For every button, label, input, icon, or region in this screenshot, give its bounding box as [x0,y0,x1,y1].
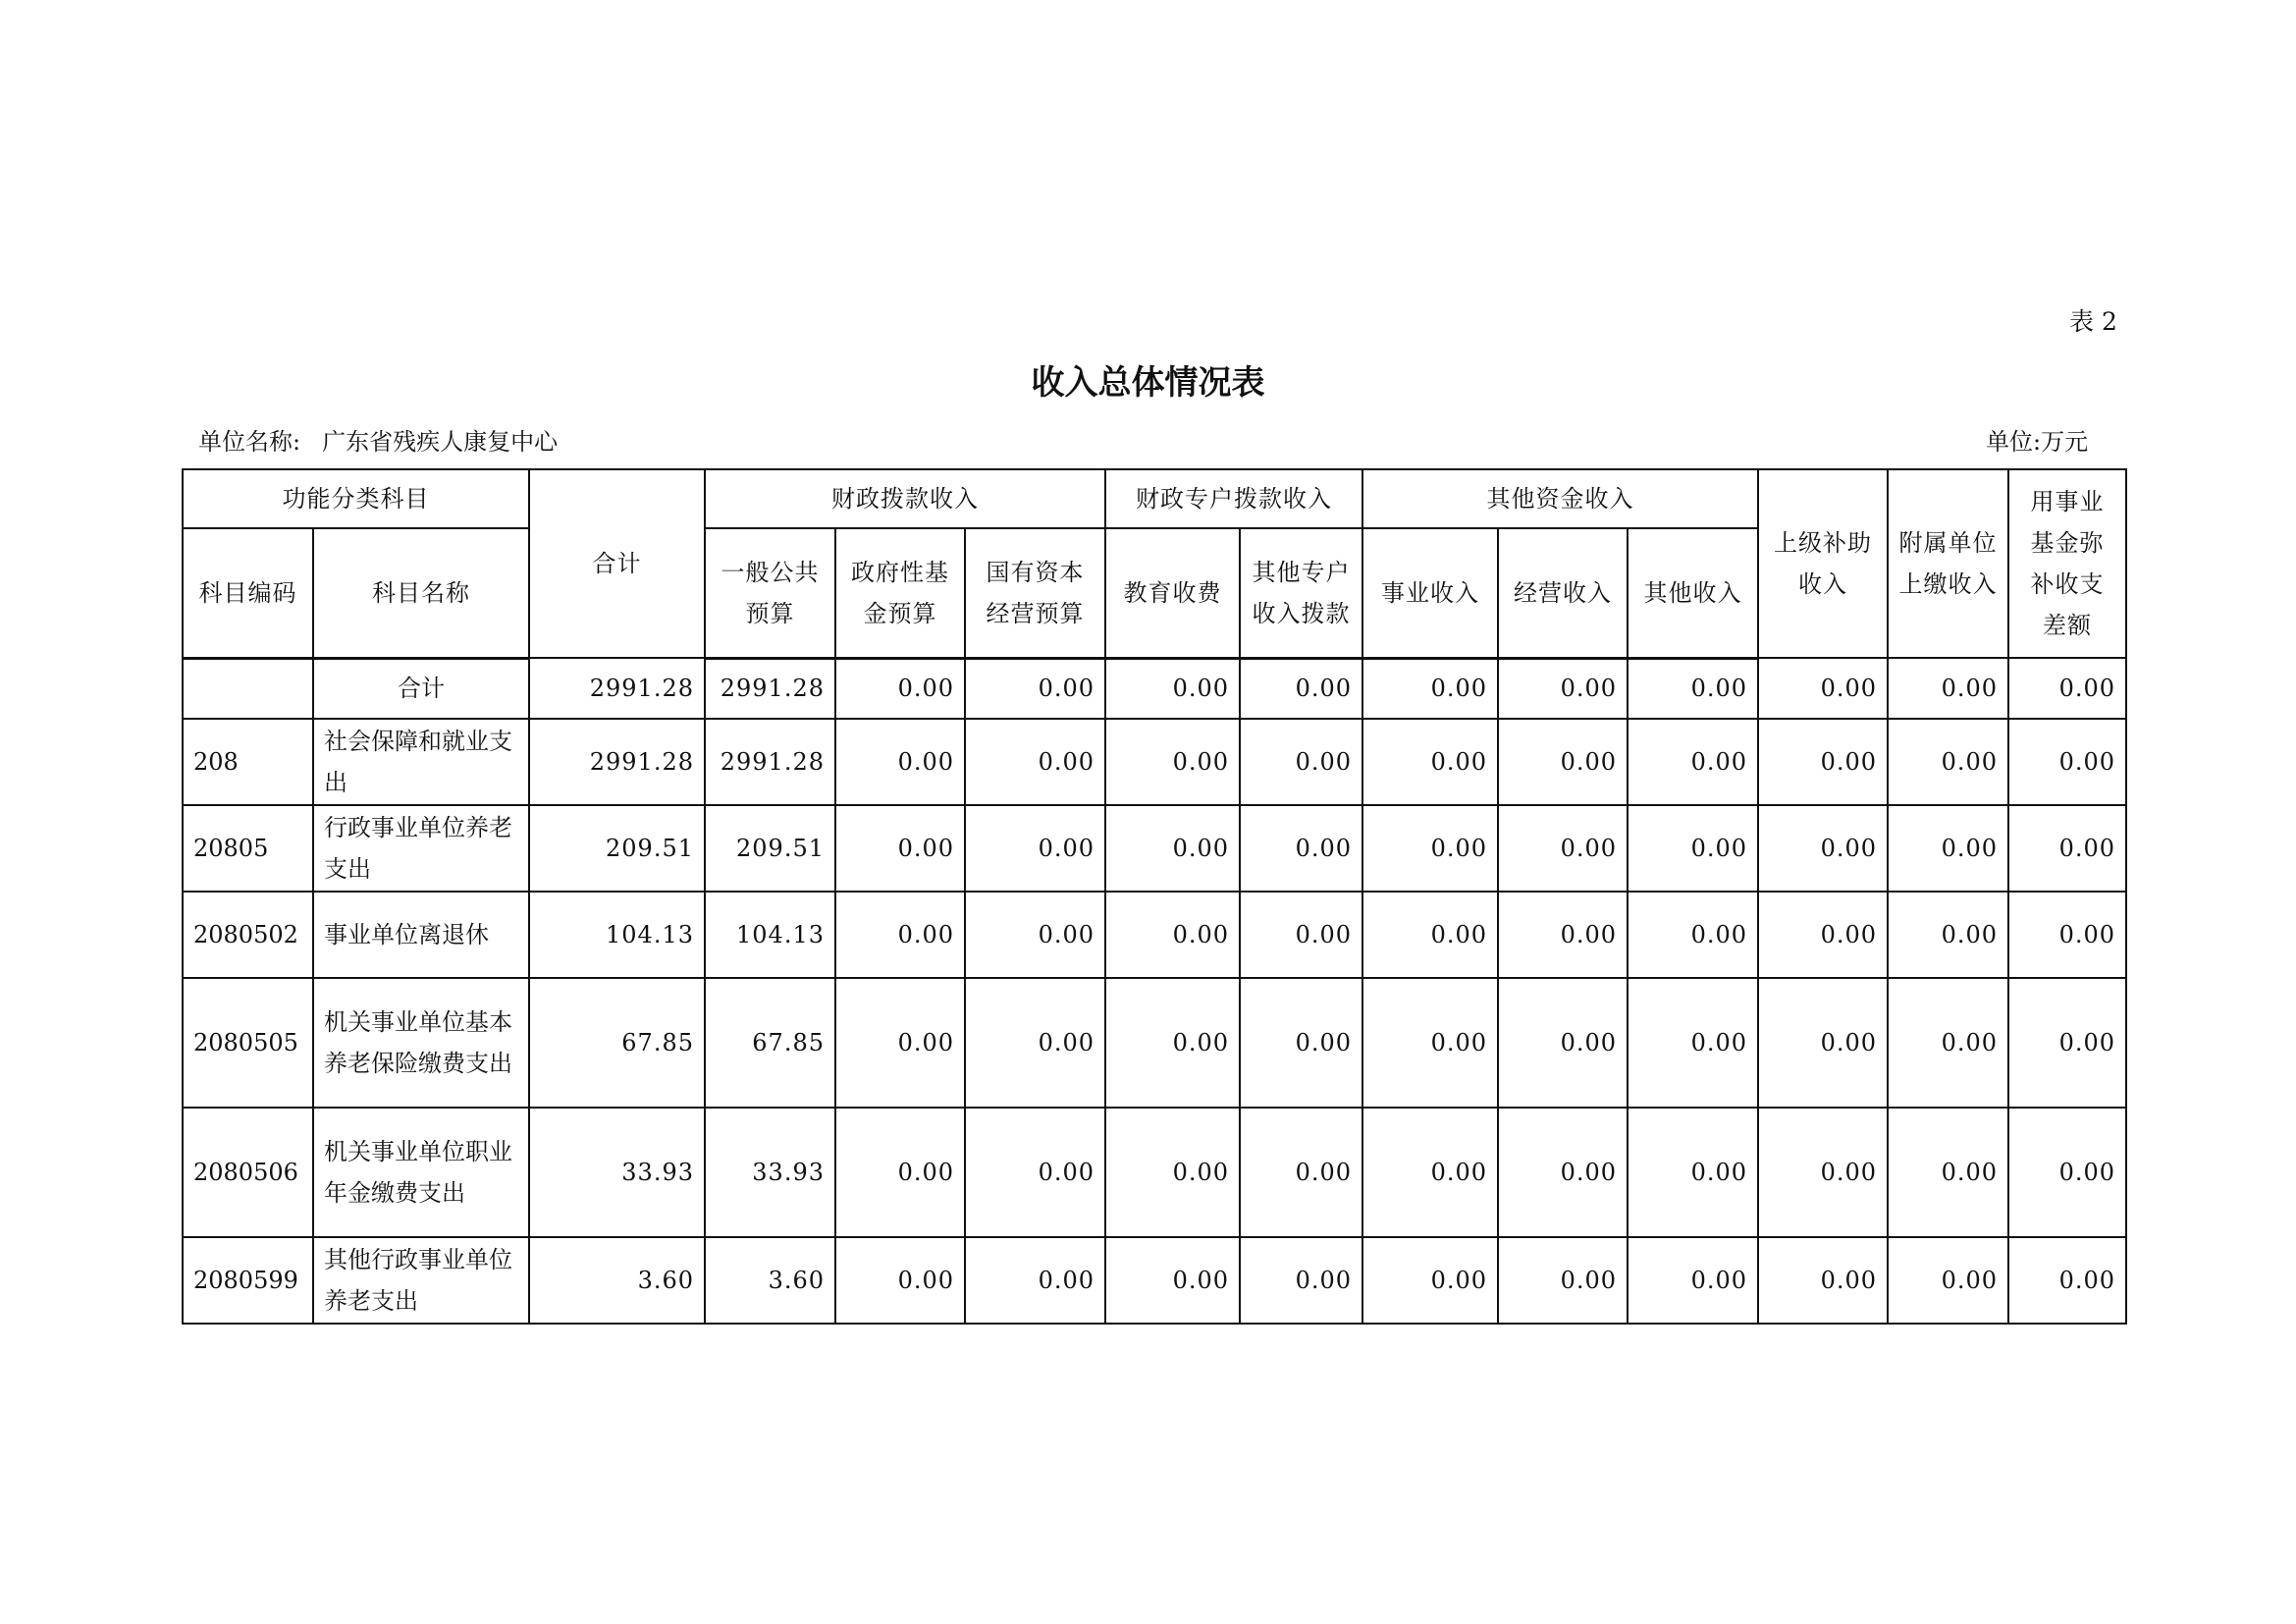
cell-value: 0.00 [965,978,1105,1108]
cell-value: 0.00 [835,805,965,892]
cell-value: 0.00 [1758,1237,1888,1324]
table-row [183,805,2126,892]
cell-value: 0.00 [1362,805,1498,892]
cell-name: 事业单位离退休 [313,892,529,978]
cell-value: 0.00 [1240,978,1362,1108]
header-operating-income: 经营收入 [1498,528,1628,658]
cell-value: 0.00 [1888,1237,2008,1324]
table-row [183,719,2126,805]
cell-value: 0.00 [835,978,965,1108]
cell-value: 0.00 [1888,719,2008,805]
cell-value: 3.60 [529,1237,705,1324]
cell-value: 2991.28 [705,658,835,719]
cell-value: 67.85 [705,978,835,1108]
cell-value: 0.00 [1240,1108,1362,1237]
cell-value: 0.00 [965,1108,1105,1237]
cell-value: 0.00 [965,892,1105,978]
cell-code [183,658,313,719]
cell-value: 0.00 [1105,892,1240,978]
table-body [183,658,2126,1324]
cell-value: 0.00 [835,719,965,805]
cell-name: 机关事业单位职业年金缴费支出 [313,1108,529,1237]
cell-value: 0.00 [1362,978,1498,1108]
cell-value: 0.00 [1758,719,1888,805]
cell-value: 0.00 [835,1237,965,1324]
header-other-income: 其他收入 [1628,528,1758,658]
cell-value: 0.00 [1105,978,1240,1108]
cell-value: 0.00 [965,658,1105,719]
header-affiliated-remit: 附属单位上缴收入 [1888,469,2008,658]
cell-code: 2080505 [183,978,313,1108]
unit-name-line [198,422,558,457]
table-row [183,1108,2126,1237]
cell-value: 67.85 [529,978,705,1108]
cell-value: 2991.28 [529,658,705,719]
cell-value: 0.00 [2008,1108,2126,1237]
cell-value: 0.00 [1362,892,1498,978]
unit-name-value: 广东省残疾人康复中心 [322,428,559,456]
cell-value: 0.00 [835,1108,965,1237]
header-superior-subsidy: 上级补助收入 [1758,469,1888,658]
cell-value: 0.00 [1105,805,1240,892]
cell-value: 0.00 [1888,805,2008,892]
cell-value: 0.00 [1498,719,1628,805]
cell-value: 2991.28 [529,719,705,805]
cell-value: 0.00 [1498,978,1628,1108]
table-row [183,658,2126,719]
page-title: 收入总体情况表 [1031,363,1265,403]
cell-value: 0.00 [1498,805,1628,892]
cell-value: 0.00 [1105,719,1240,805]
header-fiscal-special: 财政专户拨款收入 [1105,469,1362,528]
cell-name: 机关事业单位基本养老保险缴费支出 [313,978,529,1108]
header-name: 科目名称 [313,528,529,658]
cell-value: 0.00 [1362,719,1498,805]
cell-value: 0.00 [1628,805,1758,892]
cell-value: 0.00 [965,719,1105,805]
cell-value: 33.93 [705,1108,835,1237]
header-total: 合计 [529,469,705,658]
cell-value: 0.00 [2008,719,2126,805]
header-func-category: 功能分类科目 [183,469,529,528]
cell-code: 2080502 [183,892,313,978]
header-gov-fund-budget: 政府性基金预算 [835,528,965,658]
cell-value: 209.51 [529,805,705,892]
cell-value: 0.00 [1105,1108,1240,1237]
currency-unit: 单位:万元 [1986,428,2089,456]
cell-value: 0.00 [1758,892,1888,978]
cell-value: 0.00 [1362,1237,1498,1324]
cell-value: 209.51 [705,805,835,892]
header-business-income: 事业收入 [1362,528,1498,658]
cell-value: 0.00 [1888,1108,2008,1237]
cell-value: 0.00 [1758,1108,1888,1237]
cell-value: 0.00 [1498,658,1628,719]
cell-value: 0.00 [1498,1237,1628,1324]
cell-value: 0.00 [1498,892,1628,978]
cell-value: 3.60 [705,1237,835,1324]
cell-value: 0.00 [1362,1108,1498,1237]
cell-value: 0.00 [1758,658,1888,719]
cell-value: 0.00 [1240,658,1362,719]
header-state-capital-budget: 国有资本经营预算 [965,528,1105,658]
cell-value: 0.00 [2008,1237,2126,1324]
cell-value: 104.13 [529,892,705,978]
cell-value: 0.00 [965,805,1105,892]
cell-code: 2080506 [183,1108,313,1237]
cell-value: 33.93 [529,1108,705,1237]
cell-value: 0.00 [1498,1108,1628,1237]
table-row [183,978,2126,1108]
header-edu-fee: 教育收费 [1105,528,1240,658]
cell-value: 0.00 [1628,1108,1758,1237]
cell-value: 0.00 [1628,892,1758,978]
cell-value: 0.00 [1240,1237,1362,1324]
cell-value: 0.00 [965,1237,1105,1324]
header-other-funds: 其他资金收入 [1362,469,1758,528]
cell-value: 0.00 [2008,978,2126,1108]
cell-value: 0.00 [2008,892,2126,978]
header-fund-offset: 用事业基金弥补收支差额 [2008,469,2126,658]
cell-value: 2991.28 [705,719,835,805]
cell-value: 0.00 [1105,658,1240,719]
income-summary-table [182,468,2127,1325]
cell-value: 0.00 [835,658,965,719]
cell-value: 0.00 [1628,658,1758,719]
cell-name: 行政事业单位养老支出 [313,805,529,892]
cell-value: 0.00 [835,892,965,978]
header-fiscal-allocation: 财政拨款收入 [705,469,1105,528]
cell-value: 0.00 [2008,658,2126,719]
cell-value: 0.00 [1240,892,1362,978]
cell-value: 0.00 [1888,978,2008,1108]
header-general-budget: 一般公共预算 [705,528,835,658]
cell-name: 合计 [313,658,529,719]
cell-name: 其他行政事业单位养老支出 [313,1237,529,1324]
cell-value: 0.00 [1362,658,1498,719]
cell-value: 0.00 [1758,805,1888,892]
cell-code: 2080599 [183,1237,313,1324]
cell-value: 0.00 [1758,978,1888,1108]
unit-name-label: 单位名称: [198,428,301,456]
cell-value: 0.00 [1628,719,1758,805]
table-number: 表 2 [2069,307,2117,336]
cell-value: 0.00 [1240,719,1362,805]
cell-code: 208 [183,719,313,805]
cell-value: 0.00 [1105,1237,1240,1324]
cell-value: 0.00 [1628,978,1758,1108]
header-other-special: 其他专户收入拨款 [1240,528,1362,658]
cell-value: 0.00 [1240,805,1362,892]
cell-value: 0.00 [1888,658,2008,719]
cell-name: 社会保障和就业支出 [313,719,529,805]
table-row [183,1237,2126,1324]
cell-value: 0.00 [2008,805,2126,892]
cell-value: 104.13 [705,892,835,978]
cell-value: 0.00 [1628,1237,1758,1324]
cell-code: 20805 [183,805,313,892]
header-code: 科目编码 [183,528,313,658]
table-row [183,892,2126,978]
cell-value: 0.00 [1888,892,2008,978]
